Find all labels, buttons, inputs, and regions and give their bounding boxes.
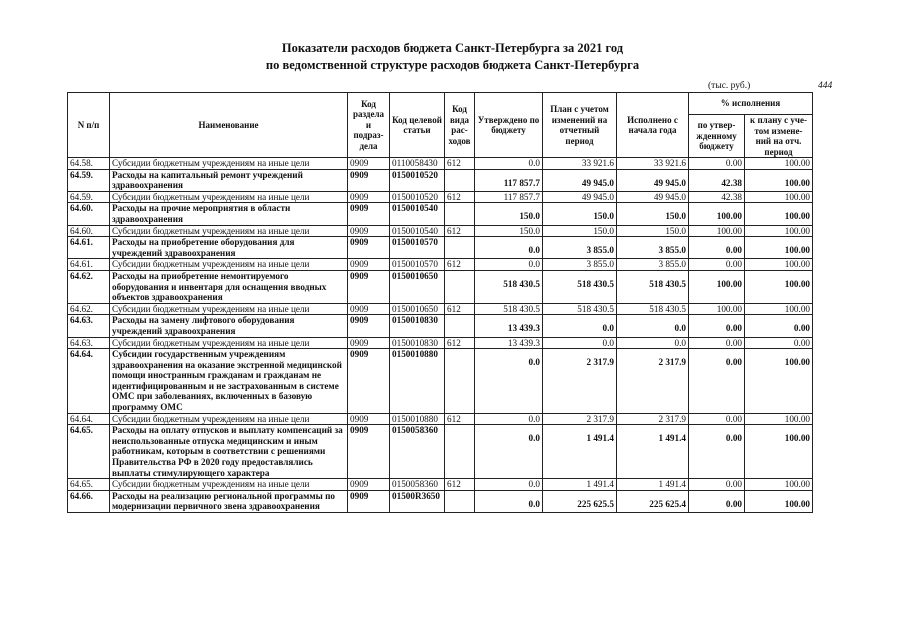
cell-approved: 0.0 [475, 490, 543, 512]
table-row [68, 225, 813, 237]
cell-num: 64.60. [68, 203, 110, 225]
cell-approved: 150.0 [475, 203, 543, 225]
document-title [0, 40, 905, 74]
cell-pct-plan: 100.00 [745, 158, 813, 170]
expense-table [67, 92, 813, 513]
cell-pct-plan: 100.00 [745, 191, 813, 203]
cell-exptype: 612 [445, 337, 475, 349]
cell-section: 0909 [348, 191, 390, 203]
cell-approved: 0.0 [475, 413, 543, 425]
cell-pct-approved: 0.00 [689, 349, 745, 414]
cell-name: Расходы на прочие мероприятия в области здравоохранения [110, 203, 348, 225]
cell-plan: 33 921.6 [543, 158, 617, 170]
header-approved: Утверждено по бюджету [475, 93, 543, 158]
cell-name: Расходы на оплату отпусков и выплату компенсаций за неиспользованные отпуска медицинским и иным работникам, которым в соответствии с решениями Правительства РФ в 2020 году предоставлялись выплаты стимулирующего характера [110, 425, 348, 479]
cell-plan: 518 430.5 [543, 303, 617, 315]
cell-section: 0909 [348, 237, 390, 259]
cell-section: 0909 [348, 303, 390, 315]
units-label: (тыс. руб.) [708, 81, 751, 91]
cell-executed: 0.0 [617, 315, 689, 337]
cell-exptype: 612 [445, 225, 475, 237]
cell-exptype [445, 425, 475, 479]
header-section: Код раздела и подраз-дела [348, 93, 390, 158]
header-pct-plan: к плану с уче-том измене-ний на отч. период [745, 115, 813, 158]
header-target: Код целевой статьи [390, 93, 445, 158]
cell-name: Субсидии бюджетным учреждениям на иные цели [110, 158, 348, 170]
header-pct-approved: по утвер-жденному бюджету [689, 115, 745, 158]
cell-section: 0909 [348, 259, 390, 271]
cell-exptype: 612 [445, 413, 475, 425]
table-row [68, 158, 813, 170]
cell-pct-approved: 0.00 [689, 479, 745, 491]
cell-exptype: 612 [445, 191, 475, 203]
cell-num: 64.62. [68, 303, 110, 315]
table-row [68, 270, 813, 303]
cell-exptype [445, 270, 475, 303]
cell-name: Расходы на приобретение оборудования для учреждений здравоохранения [110, 237, 348, 259]
cell-name: Расходы на приобретение немонтируемого оборудования и инвентаря для оснащения вводных объектов здравоохранения [110, 270, 348, 303]
cell-target: 0150010830 [390, 337, 445, 349]
cell-plan: 2 317.9 [543, 413, 617, 425]
cell-section: 0909 [348, 225, 390, 237]
header-pct: % исполнения [689, 93, 813, 115]
cell-name: Субсидии бюджетным учреждениям на иные цели [110, 259, 348, 271]
cell-section: 0909 [348, 479, 390, 491]
cell-approved: 518 430.5 [475, 270, 543, 303]
cell-name: Расходы на капитальный ремонт учреждений здравоохранения [110, 169, 348, 191]
cell-section: 0909 [348, 270, 390, 303]
table-row [68, 259, 813, 271]
header-executed: Исполнено с начала года [617, 93, 689, 158]
cell-approved: 0.0 [475, 259, 543, 271]
cell-num: 64.58. [68, 158, 110, 170]
cell-plan: 2 317.9 [543, 349, 617, 414]
table-row [68, 237, 813, 259]
cell-pct-approved: 0.00 [689, 425, 745, 479]
cell-target: 0150010520 [390, 169, 445, 191]
cell-executed: 225 625.4 [617, 490, 689, 512]
cell-pct-plan: 100.00 [745, 425, 813, 479]
cell-target: 0150010880 [390, 413, 445, 425]
cell-section: 0909 [348, 425, 390, 479]
title-line-2: по ведомственной структуре расходов бюджета Санкт-Петербурга [265, 58, 640, 72]
cell-section: 0909 [348, 158, 390, 170]
cell-target: 0150010540 [390, 203, 445, 225]
cell-name: Субсидии бюджетным учреждениям на иные цели [110, 337, 348, 349]
header-plan: План с учетом изменений на отчетный период [543, 93, 617, 158]
table-row [68, 169, 813, 191]
cell-section: 0909 [348, 203, 390, 225]
cell-name: Расходы на реализацию региональной программы по модернизации первичного звена здравоохранения [110, 490, 348, 512]
cell-target: 0150010880 [390, 349, 445, 414]
cell-executed: 49 945.0 [617, 191, 689, 203]
cell-executed: 1 491.4 [617, 425, 689, 479]
cell-approved: 117 857.7 [475, 191, 543, 203]
cell-plan: 3 855.0 [543, 237, 617, 259]
cell-target: 0150058360 [390, 425, 445, 479]
cell-section: 0909 [348, 169, 390, 191]
cell-pct-approved: 100.00 [689, 303, 745, 315]
cell-pct-approved: 0.00 [689, 259, 745, 271]
cell-approved: 0.0 [475, 425, 543, 479]
cell-pct-plan: 100.00 [745, 349, 813, 414]
header-exptype: Код вида рас-ходов [445, 93, 475, 158]
cell-executed: 2 317.9 [617, 413, 689, 425]
cell-pct-plan: 0.00 [745, 315, 813, 337]
cell-executed: 3 855.0 [617, 259, 689, 271]
cell-executed: 150.0 [617, 225, 689, 237]
cell-name: Субсидии государственным учреждениям здравоохранения на оказание экстренной медицинской помощи иностранным гражданам и гражданам не идентифицированным и не застрахованным в системе ОМС при заболеваниях, включенных в базовую программу ОМС [110, 349, 348, 414]
cell-name: Субсидии бюджетным учреждениям на иные цели [110, 303, 348, 315]
cell-approved: 13 439.3 [475, 315, 543, 337]
cell-name: Субсидии бюджетным учреждениям на иные цели [110, 413, 348, 425]
table-row [68, 490, 813, 512]
cell-plan: 1 491.4 [543, 479, 617, 491]
cell-approved: 150.0 [475, 225, 543, 237]
cell-pct-plan: 100.00 [745, 237, 813, 259]
cell-section: 0909 [348, 413, 390, 425]
cell-pct-plan: 100.00 [745, 225, 813, 237]
cell-executed: 2 317.9 [617, 349, 689, 414]
cell-num: 64.64. [68, 413, 110, 425]
cell-pct-plan: 100.00 [745, 259, 813, 271]
cell-executed: 1 491.4 [617, 479, 689, 491]
cell-approved: 0.0 [475, 349, 543, 414]
cell-num: 64.59. [68, 169, 110, 191]
cell-exptype [445, 315, 475, 337]
cell-approved: 0.0 [475, 237, 543, 259]
cell-pct-plan: 100.00 [745, 479, 813, 491]
table-row [68, 349, 813, 414]
cell-executed: 150.0 [617, 203, 689, 225]
cell-approved: 13 439.3 [475, 337, 543, 349]
cell-num: 64.63. [68, 315, 110, 337]
cell-pct-approved: 0.00 [689, 158, 745, 170]
cell-target: 0150010520 [390, 191, 445, 203]
table-row [68, 479, 813, 491]
cell-num: 64.61. [68, 237, 110, 259]
cell-exptype: 612 [445, 259, 475, 271]
cell-plan: 0.0 [543, 337, 617, 349]
cell-executed: 518 430.5 [617, 270, 689, 303]
cell-num: 64.63. [68, 337, 110, 349]
cell-name: Субсидии бюджетным учреждениям на иные цели [110, 225, 348, 237]
cell-section: 0909 [348, 315, 390, 337]
cell-plan: 49 945.0 [543, 191, 617, 203]
table-body [68, 158, 813, 513]
cell-target: 0150010570 [390, 259, 445, 271]
cell-target: 0150010650 [390, 270, 445, 303]
title-line-1: Показатели расходов бюджета Санкт-Петербурга за 2021 год [281, 41, 624, 55]
cell-pct-plan: 0.00 [745, 337, 813, 349]
cell-pct-approved: 0.00 [689, 237, 745, 259]
cell-pct-approved: 100.00 [689, 270, 745, 303]
cell-section: 0909 [348, 337, 390, 349]
cell-pct-plan: 100.00 [745, 413, 813, 425]
cell-pct-approved: 0.00 [689, 315, 745, 337]
cell-target: 0150058360 [390, 479, 445, 491]
cell-target: 0150010570 [390, 237, 445, 259]
cell-approved: 0.0 [475, 479, 543, 491]
cell-pct-plan: 100.00 [745, 303, 813, 315]
cell-target: 01500R3650 [390, 490, 445, 512]
cell-num: 64.64. [68, 349, 110, 414]
cell-approved: 518 430.5 [475, 303, 543, 315]
cell-pct-plan: 100.00 [745, 169, 813, 191]
header-num: N п/п [68, 93, 110, 158]
cell-target: 0150010830 [390, 315, 445, 337]
cell-pct-plan: 100.00 [745, 490, 813, 512]
cell-plan: 49 945.0 [543, 169, 617, 191]
table-row [68, 425, 813, 479]
cell-target: 0150010540 [390, 225, 445, 237]
cell-executed: 518 430.5 [617, 303, 689, 315]
cell-section: 0909 [348, 490, 390, 512]
cell-section: 0909 [348, 349, 390, 414]
cell-exptype [445, 237, 475, 259]
cell-exptype: 612 [445, 479, 475, 491]
cell-pct-plan: 100.00 [745, 270, 813, 303]
cell-plan: 150.0 [543, 225, 617, 237]
cell-plan: 3 855.0 [543, 259, 617, 271]
cell-executed: 49 945.0 [617, 169, 689, 191]
cell-exptype: 612 [445, 158, 475, 170]
cell-exptype [445, 490, 475, 512]
page-number: 444 [818, 81, 833, 91]
cell-pct-approved: 42.38 [689, 169, 745, 191]
cell-name: Расходы на замену лифтового оборудования учреждений здравоохранения [110, 315, 348, 337]
cell-pct-approved: 42.38 [689, 191, 745, 203]
cell-target: 0150010650 [390, 303, 445, 315]
cell-approved: 117 857.7 [475, 169, 543, 191]
cell-num: 64.66. [68, 490, 110, 512]
cell-name: Субсидии бюджетным учреждениям на иные цели [110, 191, 348, 203]
cell-plan: 1 491.4 [543, 425, 617, 479]
header-name: Наименование [110, 93, 348, 158]
cell-exptype [445, 203, 475, 225]
cell-plan: 518 430.5 [543, 270, 617, 303]
table-row [68, 315, 813, 337]
cell-plan: 150.0 [543, 203, 617, 225]
table-row [68, 303, 813, 315]
cell-plan: 0.0 [543, 315, 617, 337]
cell-num: 64.62. [68, 270, 110, 303]
cell-pct-approved: 0.00 [689, 413, 745, 425]
cell-approved: 0.0 [475, 158, 543, 170]
cell-exptype: 612 [445, 303, 475, 315]
cell-pct-approved: 0.00 [689, 490, 745, 512]
cell-name: Субсидии бюджетным учреждениям на иные цели [110, 479, 348, 491]
cell-num: 64.65. [68, 425, 110, 479]
cell-pct-plan: 100.00 [745, 203, 813, 225]
cell-exptype [445, 169, 475, 191]
table-row [68, 191, 813, 203]
cell-plan: 225 625.5 [543, 490, 617, 512]
cell-target: 0110058430 [390, 158, 445, 170]
cell-executed: 0.0 [617, 337, 689, 349]
cell-pct-approved: 100.00 [689, 203, 745, 225]
cell-pct-approved: 100.00 [689, 225, 745, 237]
cell-exptype [445, 349, 475, 414]
table-row [68, 413, 813, 425]
table-row [68, 337, 813, 349]
cell-num: 64.65. [68, 479, 110, 491]
cell-executed: 33 921.6 [617, 158, 689, 170]
cell-num: 64.61. [68, 259, 110, 271]
table-row [68, 203, 813, 225]
cell-num: 64.59. [68, 191, 110, 203]
cell-executed: 3 855.0 [617, 237, 689, 259]
cell-pct-approved: 0.00 [689, 337, 745, 349]
cell-num: 64.60. [68, 225, 110, 237]
